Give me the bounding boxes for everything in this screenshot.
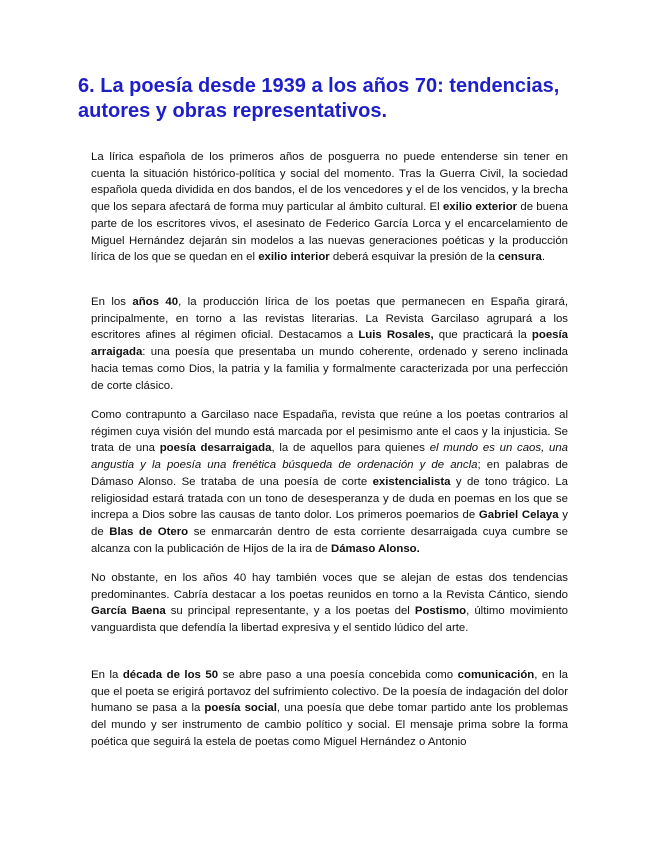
bold-term: exilio interior (258, 251, 330, 264)
paragraph-years-40 (91, 294, 568, 394)
text-segment: La lírica española de los primeros años de posguerra no puede entenderse sin tener en cuenta la situación histórico-política y social del momento. Tras la Guerra Civil, la sociedad española queda dividida en dos bandos, el de los vencedores y el de los vencidos, y la brecha que los separa afectará de forma muy particular al ámbito cultural. El (91, 151, 568, 214)
text-segment: ; en palabras de Dámaso Alonso. Se trataba de una poesía de corte (91, 459, 568, 488)
paragraph-decade-50 (91, 667, 568, 751)
bold-term: poesía arraigada (91, 329, 568, 359)
bold-term: Blas de Otero (109, 525, 189, 538)
text-segment: se abre paso a una poesía concebida como (218, 669, 458, 681)
paragraph-other-voices (91, 570, 568, 637)
bold-term: poesía desarraigada (159, 442, 272, 455)
bold-term: Dámaso Alonso. (330, 542, 420, 555)
text-segment: En la (91, 669, 123, 681)
text-segment: de buena parte de los escritores vivos, el asesinato de Federico García Lorca y el encarcelamiento de Miguel Hernández dejarán sin modelos a las nuevas generaciones poéticas y la producción lírica de los que se quedan en el (91, 201, 568, 264)
bold-term: exilio exterior (442, 201, 518, 214)
bold-term: Gabriel Celaya (478, 509, 559, 522)
text-segment: su principal representante, y a los poetas del (165, 605, 415, 618)
text-segment: . (541, 251, 546, 264)
section-title: 6. La poesía desde 1939 a los años 70: tendencias, autores y obras representativos. (78, 75, 560, 122)
bold-term: existencialista (372, 475, 451, 488)
bold-term: comunicación (457, 669, 535, 681)
text-segment: deberá esquivar la presión de la (329, 251, 499, 264)
text-segment: , la producción lírica de los poetas que permanecen en España girará, principalmente, en torno a las revistas literarias. La Revista Garcilaso agrupará a los escritores afines al régimen oficial. Destacamos a (91, 296, 569, 342)
text-segment: , último movimiento vanguardista que defendía la libertad expresiva y el sentido lúdico del arte. (91, 605, 568, 635)
bold-term: García Baena (91, 605, 166, 618)
bold-term: década de los 50 (122, 669, 219, 681)
paragraph-espadana (91, 407, 568, 557)
text-segment: , en la que el poeta se erigirá portavoz del sufrimiento colectivo. De la poesía de indagación del dolor humano se pasa a la (91, 669, 568, 715)
bold-term: años 40 (132, 296, 179, 308)
bold-term: censura (498, 251, 542, 264)
bold-term: poesía social (204, 702, 277, 715)
text-segment: y de (91, 509, 568, 538)
text-segment: En los (91, 296, 133, 308)
bold-term: Postismo (414, 605, 467, 618)
text-segment: y de tono trágico. La religiosidad estará tratada con un tono de desesperanza y de duda en poemas en los que se increpa a Dios sobre las causas de tanto dolor. Los primeros poemarios de (91, 475, 568, 522)
text-segment: , una poesía que debe tomar partido ante los problemas del mundo y ser instrumento de cambio político y social. El mensaje prima sobre la forma poética que seguirá la estela de poetas como Miguel Hernández o Antonio (91, 702, 569, 748)
text-segment: No obstante, en los años 40 hay también voces que se alejan de estas dos tendencias predominantes. Cabría destacar a los poetas reunidos en torno a la Revista Cántico, siendo (91, 572, 568, 601)
bold-term: Luis Rosales, (358, 329, 434, 342)
text-segment: , la de aquellos para quienes (271, 442, 430, 455)
paragraph-posguerra-context (91, 149, 568, 266)
text-segment: se enmarcarán dentro de esta corriente desarraigada cuya cumbre se alcanza con la publicación de Hijos de la ira de (91, 525, 568, 555)
text-segment: Como contrapunto a Garcilaso nace Espadaña, revista que reúne a los poetas contrarios al régimen cuya visión del mundo está marcada por el pesimismo ante el caos y la injusticia. Se trata de una (91, 409, 568, 455)
italic-quote: el mundo es un caos, una angustia y la poesía una frenética búsqueda de ordenación y de ancla (91, 442, 568, 472)
text-segment: que practicará la (433, 329, 532, 342)
text-segment: : una poesía que presentaba un mundo coherente, ordenado y sereno inclinada hacia temas como Dios, la patria y la familia y formalmente caracterizada por una perfección de corte clásico. (91, 346, 568, 392)
